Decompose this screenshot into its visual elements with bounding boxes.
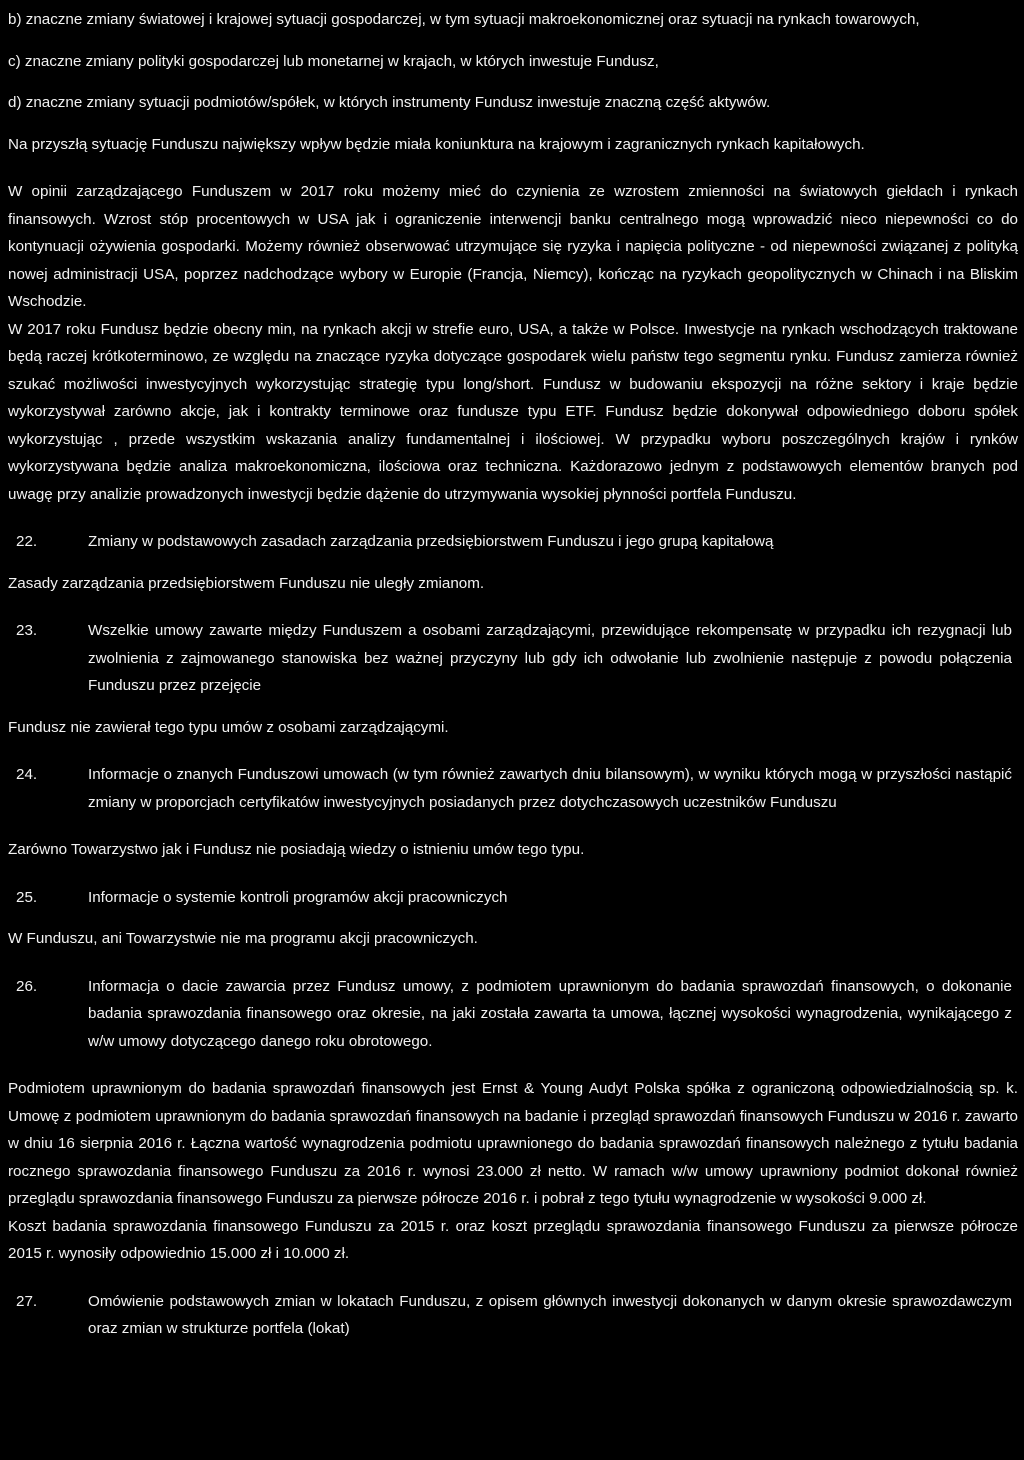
opinion-paragraph: W opinii zarządzającego Funduszem w 2017 roku możemy mieć do czynienia ze wzrostem zmienności na światowych giełdach i rynkach finansowych. Wzrost stóp procentowych w USA jak i ograniczenie interwencji banku centralnego mogą wprowadzić nieco niepewności co do kontynuacji ożywienia gospodarki. Możemy również obserwować utrzymujące się ryzyka i napięcia polityczne - od niepewności związanej z polityką nowej administracji USA, poprzez nadchodzące wybory w Europie (Francja, Niemcy), kończąc na ryzykach geopolitycznych w Chinach i na Bliskim Wschodzie. [8, 183, 1018, 310]
document-page [8, 6, 1018, 1343]
section-25-body: W Funduszu, ani Towarzystwie nie ma programu akcji pracowniczych. [8, 930, 478, 947]
section-22-body: Zasady zarządzania przedsiębiorstwem Funduszu nie uległy zmianom. [8, 574, 485, 592]
section-24-body: Zarówno Towarzystwo jak i Fundusz nie posiadają wiedzy o istnieniu umów tego typu. [8, 841, 585, 858]
section-heading: Omówienie podstawowych zmian w lokatach Funduszu, z opisem głównych inwestycji dokonanych w danym okresie sprawozdawczym oraz zmian w strukturze portfela (lokat) [88, 1292, 1012, 1337]
section-23-body: Fundusz nie zawierał tego typu umów z osobami zarządzającymi. [8, 718, 449, 736]
section-24-heading [8, 761, 1018, 816]
section-number: 24. [16, 766, 38, 783]
section-number: 26. [16, 977, 38, 995]
section-22-heading [8, 528, 1018, 556]
section-heading: Informacje o znanych Funduszowi umowach (w tym również zawartych dniu bilansowym), w wyniku których mogą w przyszłości nastąpić zmiany w proporcjach certyfikatów inwestycyjnych posiadanych przez dotychczasowych uczestników Funduszu [88, 766, 1012, 811]
list-item-c: c) znaczne zmiany polityki gospodarczej lub monetarnej w krajach, w których inwestuje Fundusz, [8, 52, 659, 70]
section-number: 23. [16, 622, 38, 639]
section-heading: Zmiany w podstawowych zasadach zarządzania przedsiębiorstwem Funduszu i jego grupą kapitałową [88, 533, 774, 550]
section-27-heading [8, 1288, 1018, 1343]
list-item-b: b) znaczne zmiany światowej i krajowej sytuacji gospodarczej, w tym sytuacji makroekonomicznej oraz sytuacji na rynkach towarowych, [8, 11, 920, 28]
section-26-body: Podmiotem uprawnionym do badania sprawozdań finansowych jest Ernst & Young Audyt Polska spółka z ograniczoną odpowiedzialnością sp. k. Umowę z podmiotem uprawnionym do badania sprawozdań finansowych na badanie i przegląd sprawozdań finansowych Funduszu w 2016 r. zawarto w dniu 16 sierpnia 2016 r. Łączna wartość wynagrodzenia podmiotu uprawnionego do badania sprawozdań finansowych należnego z tytułu badania rocznego sprawozdania finansowego Funduszu za 2016 r. wynosi 23.000 zł netto. W ramach w/w umowy uprawniony podmiot dokonał również przeglądu sprawozdania finansowego Funduszu za pierwsze półrocze 2016 r. i pobrał z tego tytułu wynagrodzenie w wysokości 9.000 zł. [8, 1080, 1018, 1207]
section-number: 22. [16, 533, 38, 550]
section-heading: Informacje o systemie kontroli programów akcji pracowniczych [88, 888, 508, 906]
section-25-heading [8, 884, 1018, 912]
section-heading: Informacja o dacie zawarcia przez Fundusz umowy, z podmiotem uprawnionym do badania sprawozdań finansowych, o dokonanie badania sprawozdania finansowego oraz okresie, na jaki została zawarta ta umowa, łącznej wysokości wynagrodzenia, wynikającego z w/w umowy dotyczącego danego roku obrotowego. [88, 977, 1012, 1050]
section-number: 27. [16, 1292, 38, 1310]
list-item-d: d) znaczne zmiany sytuacji podmiotów/spółek, w których instrumenty Fundusz inwestuje znaczną część aktywów. [8, 94, 771, 111]
section-23-heading [8, 617, 1018, 700]
outlook-paragraph: Na przyszłą sytuację Funduszu największy wpływ będzie miała koniunktura na krajowym i zagranicznych rynkach kapitałowych. [8, 135, 865, 153]
section-26-heading [8, 973, 1018, 1056]
section-heading: Wszelkie umowy zawarte między Funduszem a osobami zarządzającymi, przewidujące rekompensatę w przypadku ich rezygnacji lub zwolnienia z zajmowanego stanowiska bez ważnej przyczyny lub gdy ich odwołanie lub zwolnienie następuje z powodu połączenia Funduszu przez przejęcie [88, 622, 1012, 694]
section-number: 25. [16, 888, 38, 906]
strategy-paragraph: W 2017 roku Fundusz będzie obecny min, na rynkach akcji w strefie euro, USA, a także w Polsce. Inwestycje na rynkach wschodzących traktowane będą raczej krótkoterminowo, ze względu na znaczące ryzyka dotyczące gospodarek wielu państw tego segmentu rynku. Fundusz zamierza również szukać możliwości inwestycyjnych wykorzystując strategię typu long/short. Fundusz w budowaniu ekspozycji na różne sektory i kraje będzie wykorzystywał zarówno akcje, jak i kontrakty terminowe oraz fundusze typu ETF. Fundusz będzie dokonywał odpowiedniego doboru spółek wykorzystując , przede wszystkim wskazania analizy fundamentalnej i ilościowej. W przypadku wyboru poszczególnych krajów i rynków wykorzystywana będzie analiza makroekonomiczna, ilościowa oraz techniczna. Każdorazowo jednym z podstawowych elementów branych pod uwagę przy analizie prowadzonych inwestycji będzie dążenie do utrzymywania wysokiej płynności portfela Funduszu. [8, 320, 1018, 503]
section-26-body-2: Koszt badania sprawozdania finansowego Funduszu za 2015 r. oraz koszt przeglądu sprawozdania finansowego Funduszu za pierwsze półrocze 2015 r. wynosiły odpowiednio 15.000 zł i 10.000 zł. [8, 1217, 1018, 1262]
